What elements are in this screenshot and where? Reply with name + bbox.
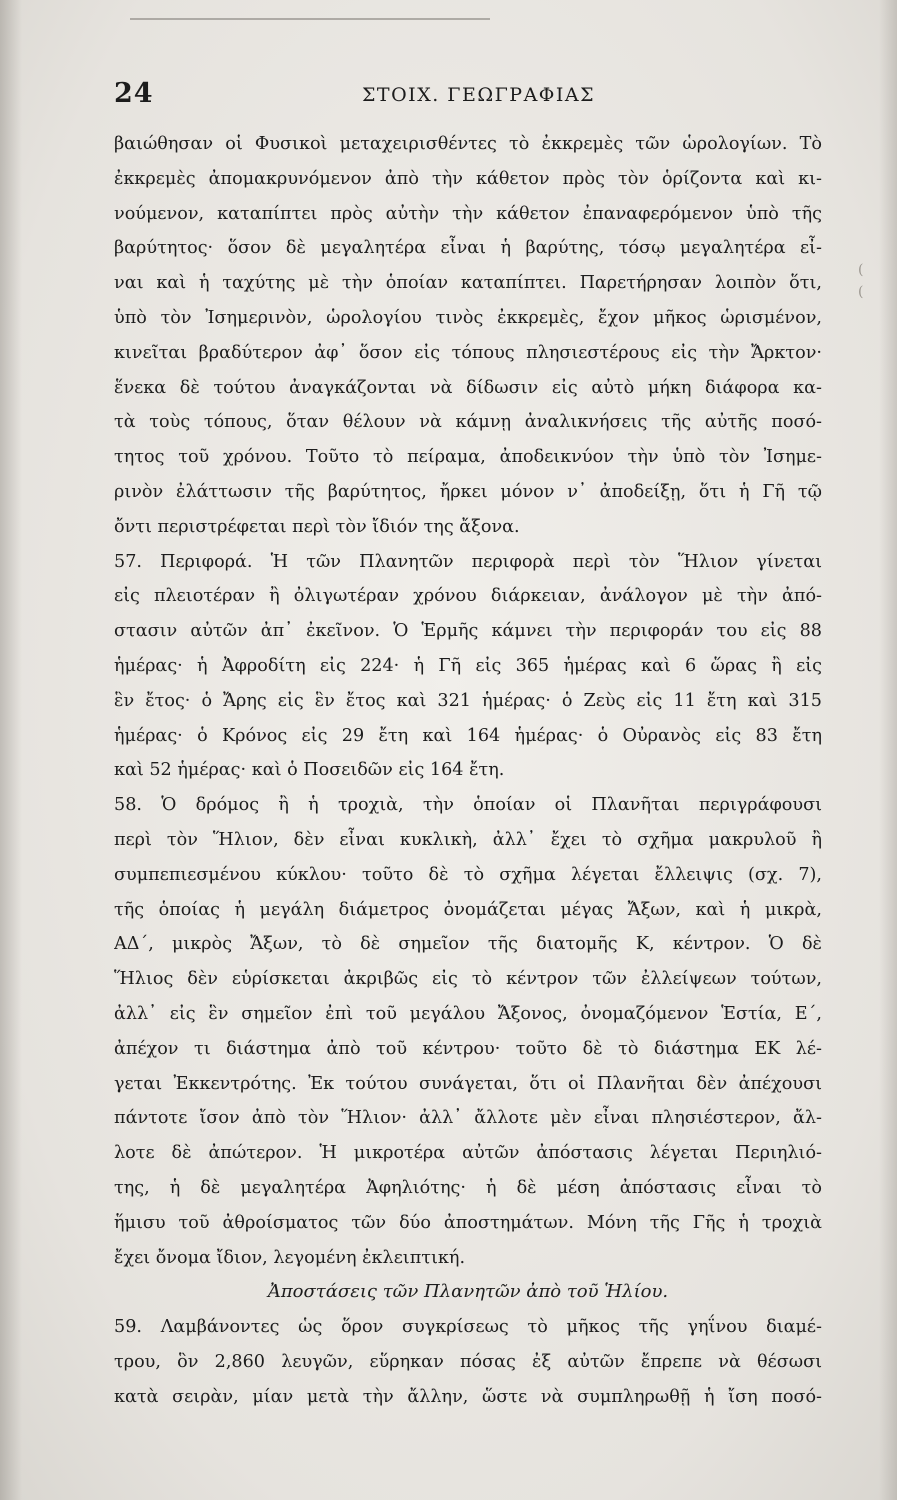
running-head	[114, 78, 834, 112]
text-line: ἀπέχον τι διάστημα ἀπὸ τοῦ κέντρου· τοῦτο δὲ τὸ διάστημα ΕΚ λέ-	[114, 1038, 822, 1059]
text-line: ἡμέρας· ὁ Κρόνος εἰς 29 ἔτη καὶ 164 ἡμέρας· ὁ Οὐρανὸς εἰς 83 ἔτη	[114, 725, 822, 746]
page-number: 24	[114, 78, 154, 109]
text-line: ἡμέρας· ἡ Ἀφροδίτη εἰς 224· ἡ Γῆ εἰς 365 ἡμέρας καὶ 6 ὥρας ἢ εἰς	[114, 655, 822, 676]
text-line: τρου, ὃν 2,860 λευγῶν, εὕρηκαν πόσας ἐξ αὐτῶν ἔπρεπε νὰ θέσωσι	[114, 1351, 822, 1372]
margin-mark: (	[858, 284, 864, 300]
text-line: ἕνεκα δὲ τούτου ἀναγκάζονται νὰ δίδωσιν εἰς αὐτὸ μήκη διάφορα κα-	[114, 377, 822, 398]
text-line: ρινὸν ἐλάττωσιν τῆς βαρύτητος, ἤρκει μόνον ν᾽ ἀποδείξῃ, ὅτι ἡ Γῆ τῷ	[114, 481, 822, 502]
text-line: περὶ τὸν Ἥλιον, δὲν εἶναι κυκλικὴ, ἀλλ᾽ ἔχει τὸ σχῆμα μακρυλοῦ ἢ	[114, 829, 822, 850]
text-line: ἐκκρεμὲς ἀπομακρυνόμενον ἀπὸ τὴν κάθετον πρὸς τὸν ὁρίζοντα καὶ κι-	[114, 168, 822, 189]
text-line: ἓν ἔτος· ὁ Ἄρης εἰς ἓν ἔτος καὶ 321 ἡμέρας· ὁ Ζεὺς εἰς 11 ἔτη καὶ 315	[114, 690, 822, 711]
text-line: βαρύτητος· ὅσον δὲ μεγαλητέρα εἶναι ἡ βαρύτης, τόσῳ μεγαλητέρα εἶ-	[114, 238, 822, 259]
page-edge-shadow	[879, 0, 897, 1500]
paragraph-57-line: 57. Περιφορά. Ἡ τῶν Πλανητῶν περιφορὰ περὶ τὸν Ἥλιον γίνεται	[114, 551, 822, 572]
text-line: καὶ 52 ἡμέρας· καὶ ὁ Ποσειδῶν εἰς 164 ἔτη.	[114, 760, 505, 781]
paragraph-59-line: 59. Λαμβάνοντες ὡς ὅρον συγκρίσεως τὸ μῆκος τῆς γηΐνου διαμέ-	[114, 1317, 822, 1338]
section-heading: Ἀποστάσεις τῶν Πλανητῶν ἀπὸ τοῦ Ἡλίου.	[267, 1281, 669, 1303]
text-line: Ἥλιος δὲν εὑρίσκεται ἀκριβῶς εἰς τὸ κέντρον τῶν ἐλλείψεων τούτων,	[114, 969, 822, 990]
text-line: πάντοτε ἴσον ἀπὸ τὸν Ἥλιον· ἀλλ᾽ ἄλλοτε μὲν εἶναι πλησιέστερον, ἄλ-	[114, 1108, 822, 1129]
text-line: βαιώθησαν οἱ Φυσικοὶ μεταχειρισθέντες τὸ ἐκκρεμὲς τῶν ὡρολογίων. Τὸ	[114, 134, 822, 154]
text-line: τῆς ὁποίας ἡ μεγάλη διάμετρος ὀνομάζεται μέγας Ἄξων, καὶ ἡ μικρὰ,	[114, 899, 822, 920]
margin-mark: (	[858, 262, 864, 278]
text-line: ΑΔ´, μικρὸς Ἄξων, τὸ δὲ σημεῖον τῆς διατομῆς Κ, κέντρον. Ὁ δὲ	[114, 934, 822, 955]
page-edge-shadow	[0, 0, 22, 1500]
text-line: κατὰ σειρὰν, μίαν μετὰ τὴν ἄλλην, ὥστε νὰ συμπληρωθῇ ἡ ἴση ποσό-	[114, 1386, 822, 1407]
text-line: εἰς πλειοτέραν ἢ ὀλιγωτέραν χρόνου διάρκειαν, ἀνάλογον μὲ τὴν ἀπό-	[114, 586, 822, 607]
text-line: γεται Ἐκκεντρότης. Ἐκ τούτου συνάγεται, ὅτι οἱ Πλανῆται δὲν ἀπέχουσι	[114, 1073, 822, 1094]
text-line: συμπεπιεσμένου κύκλου· τοῦτο δὲ τὸ σχῆμα λέγεται ἔλλειψις (σχ. 7),	[114, 864, 822, 885]
text-line: στασιν αὐτῶν ἀπ᾽ ἐκεῖνον. Ὁ Ἑρμῆς κάμνει τὴν περιφοράν του εἰς 88	[114, 621, 822, 642]
text-line: ἥμισυ τοῦ ἀθροίσματος τῶν δύο ἀποστημάτων. Μόνη τῆς Γῆς ἡ τροχιὰ	[114, 1212, 822, 1233]
text-line: τητος τοῦ χρόνου. Τοῦτο τὸ πείραμα, ἀποδεικνύον τὴν ὑπὸ τὸν Ἰσημε-	[114, 447, 822, 468]
text-line: ὄντι περιστρέφεται περὶ τὸν ἴδιόν της ἄξονα.	[114, 516, 520, 537]
text-line: ὑπὸ τὸν Ἰσημερινὸν, ὡρολογίου τινὸς ἐκκρεμὲς, ἔχον μῆκος ὡρισμένον,	[114, 307, 822, 328]
text-line: κινεῖται βραδύτερον ἀφ᾽ ὅσον εἰς τόπους πλησιεστέρους εἰς τὴν Ἄρκτον·	[114, 342, 822, 363]
bleed-through-rule	[130, 18, 490, 20]
text-line: νούμενον, καταπίπτει πρὸς αὐτὴν τὴν κάθετον ἐπαναφερόμενον ὑπὸ τῆς	[114, 203, 822, 224]
body-text	[114, 127, 822, 1414]
text-line: ἀλλ᾽ εἰς ἓν σημεῖον ἐπὶ τοῦ μεγάλου Ἄξονος, ὀνομαζόμενον Ἑστία, Ε´,	[114, 1003, 822, 1024]
text-line: λοτε δὲ ἀπώτερον. Ἡ μικροτέρα αὐτῶν ἀπόστασις λέγεται Περιηλιό-	[114, 1143, 822, 1164]
text-line: ἔχει ὄνομα ἴδιον, λεγομένη ἐκλειπτική.	[114, 1247, 466, 1268]
paragraph-58-line: 58. Ὁ δρόμος ἢ ἡ τροχιὰ, τὴν ὁποίαν οἱ Πλανῆται περιγράφουσι	[114, 795, 822, 816]
text-line: ναι καὶ ἡ ταχύτης μὲ τὴν ὁποίαν καταπίπτει. Παρετήρησαν λοιπὸν ὅτι,	[114, 273, 822, 294]
text-line: της, ἡ δὲ μεγαλητέρα Ἀφηλιότης· ἡ δὲ μέση ἀπόστασις εἶναι τὸ	[114, 1177, 822, 1198]
text-line: τὰ τοὺς τόπους, ὅταν θέλουν νὰ κάμνῃ ἀναλικνήσεις τῆς αὐτῆς ποσό-	[114, 412, 822, 433]
running-head-title: ΣΤΟΙΧ. ΓΕΩΓΡΑΦΙΑΣ	[362, 84, 596, 106]
